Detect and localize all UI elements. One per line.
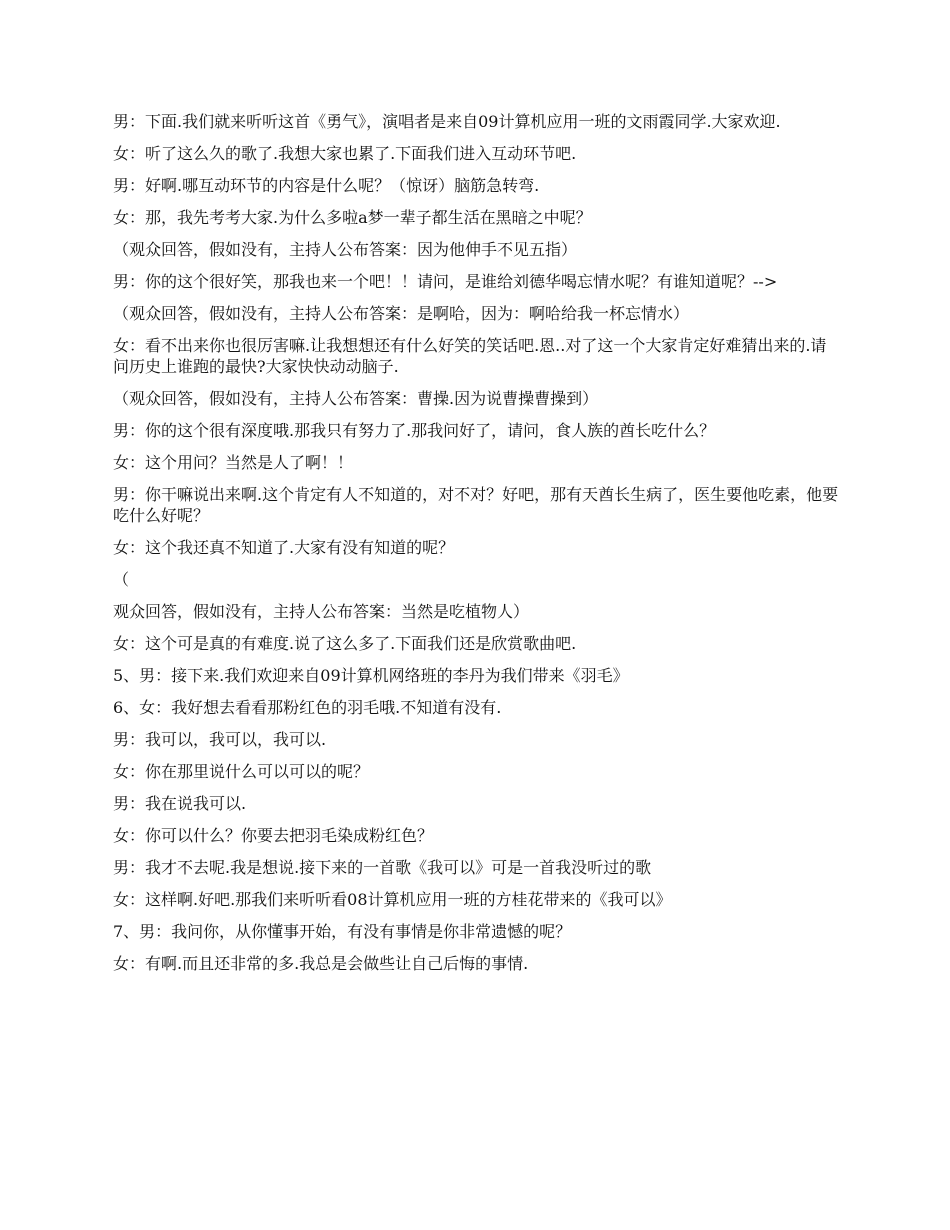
paragraph: 男：下面.我们就来听听这首《勇气》，演唱者是来自09计算机应用一班的文雨霞同学.大家欢迎.: [113, 112, 781, 131]
paragraph: 男：你的这个很好笑，那我也来一个吧！！请问，是谁给刘德华喝忘情水呢？有谁知道呢？-->: [113, 272, 778, 291]
paragraph: 女：这样啊.好吧.那我们来听听看08计算机应用一班的方桂花带来的《我可以》: [113, 890, 672, 909]
paragraph: 6、女：我好想去看看那粉红色的羽毛哦.不知道有没有.: [113, 698, 502, 717]
paragraph: 男：好啊.哪互动环节的内容是什么呢？（惊讶）脑筋急转弯.: [113, 176, 540, 195]
paragraph: 女：这个用问？当然是人了啊！！: [113, 453, 354, 472]
paragraph: 5、男：接下来.我们欢迎来自09计算机网络班的李丹为我们带来《羽毛》: [113, 666, 629, 685]
paragraph: （观众回答，假如没有，主持人公布答案：因为他伸手不见五指）: [113, 240, 578, 259]
paragraph: 男：我可以，我可以，我可以.: [113, 730, 327, 749]
paragraph: 男：你的这个很有深度哦.那我只有努力了.那我问好了，请问，食人族的酋长吃什么？: [113, 421, 716, 440]
paragraph: （: [113, 570, 130, 589]
paragraph: 女：看不出来你也很厉害嘛.让我想想还有什么好笑的笑话吧.恩..对了这一个大家肯定好难猜出来的.请问历史上谁跑的最快?大家快快动动脑子.: [113, 336, 827, 376]
paragraph: 观众回答，假如没有，主持人公布答案：当然是吃植物人）: [113, 602, 530, 621]
document-body: [113, 111, 840, 985]
paragraph: （观众回答，假如没有，主持人公布答案：曹操.因为说曹操曹操到）: [113, 389, 599, 408]
paragraph: 7、男：我问你，从你懂事开始，有没有事情是你非常遗憾的呢？: [113, 922, 572, 941]
paragraph: 男：你干嘛说出来啊.这个肯定有人不知道的，对不对？好吧，那有天酋长生病了，医生要他吃素，他要吃什么好呢？: [113, 485, 839, 525]
paragraph: （观众回答，假如没有，主持人公布答案：是啊哈，因为：啊哈给我一杯忘情水）: [113, 304, 690, 323]
paragraph: 女：这个可是真的有难度.说了这么多了.下面我们还是欣赏歌曲吧.: [113, 634, 577, 653]
paragraph: 女：有啊.而且还非常的多.我总是会做些让自己后悔的事情.: [113, 954, 529, 973]
paragraph: 女：听了这么久的歌了.我想大家也累了.下面我们进入互动环节吧.: [113, 144, 577, 163]
paragraph: 男：我才不去呢.我是想说.接下来的一首歌《我可以》可是一首我没听过的歌: [113, 858, 652, 877]
paragraph: 男：我在说我可以.: [113, 794, 247, 813]
paragraph: 女：你可以什么？你要去把羽毛染成粉红色？: [113, 826, 434, 845]
paragraph: 女：这个我还真不知道了.大家有没有知道的呢？: [113, 538, 455, 557]
paragraph: 女：你在那里说什么可以可以的呢？: [113, 762, 370, 781]
paragraph: 女：那，我先考考大家.为什么多啦a梦一辈子都生活在黑暗之中呢？: [113, 208, 592, 227]
